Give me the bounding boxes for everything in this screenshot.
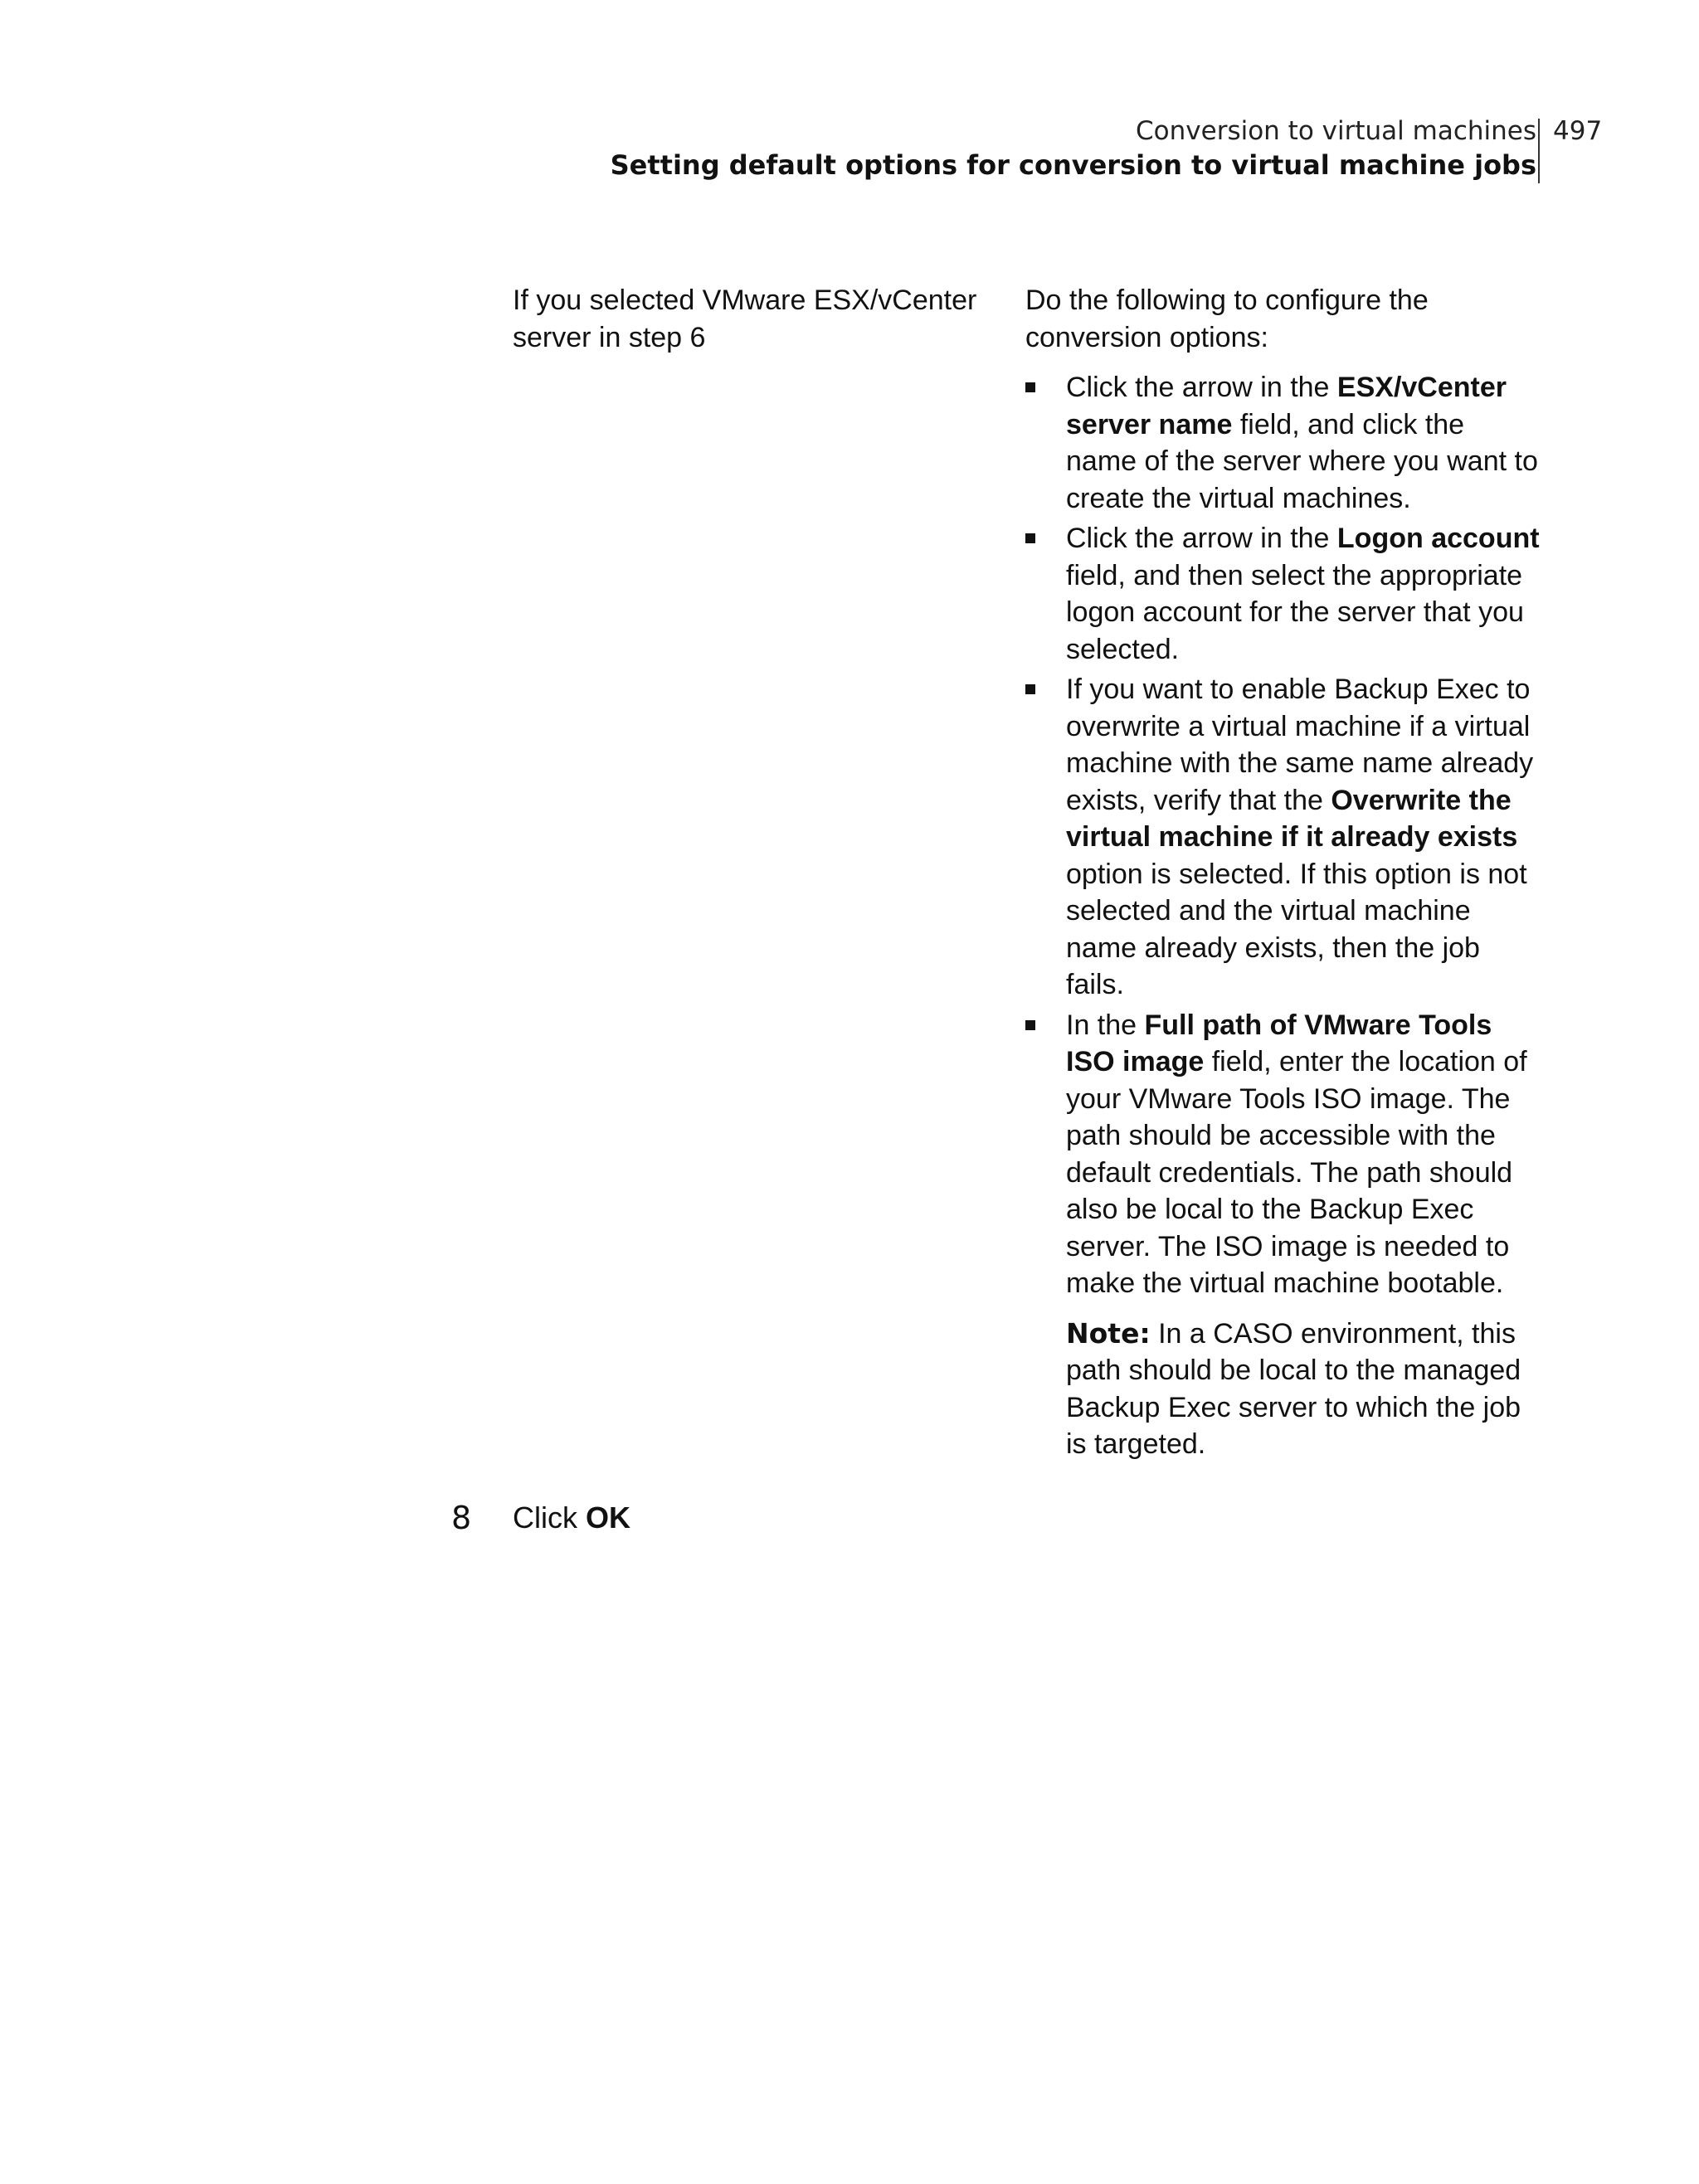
bullet-text: field, and then select the appropriate logon account for the server that you selected. bbox=[1066, 559, 1524, 665]
page-header bbox=[0, 114, 1536, 182]
bullet-text: option is selected. If this option is not selected and the virtual machine name already exists, then the job fails. bbox=[1066, 858, 1527, 1000]
bullet-text: If you want to enable Backup Exec to overwrite a virtual machine if a virtual machine with the same name already exists, verify that the bbox=[1066, 674, 1534, 816]
intro-line-1: Do the following to configure the bbox=[1025, 285, 1429, 316]
table-condition-cell bbox=[513, 282, 977, 356]
condition-line-2: server in step 6 bbox=[513, 321, 706, 353]
page-number: 497 bbox=[1553, 116, 1603, 146]
step-instruction: Click bbox=[513, 1501, 586, 1535]
bullet-text: In the bbox=[1066, 1009, 1145, 1041]
note-text: In a CASO environment, this path should be local to the managed Backup Exec server to which the job is targeted. bbox=[1066, 1317, 1521, 1460]
option-name: Overwrite the virtual machine if it already exists bbox=[1066, 784, 1518, 853]
list-item bbox=[1025, 520, 1540, 668]
bullet-text: Click the arrow in the bbox=[1066, 523, 1337, 554]
condition-line-1: If you selected VMware ESX/vCenter bbox=[513, 285, 977, 316]
table-instructions-cell bbox=[1025, 282, 1540, 1463]
step-text bbox=[513, 1498, 630, 1538]
section-title: Setting default options for conversion to virtual machine jobs bbox=[610, 149, 1536, 181]
intro-line-2: conversion options: bbox=[1025, 321, 1268, 353]
instructions-intro bbox=[1025, 282, 1540, 356]
list-item bbox=[1025, 369, 1540, 517]
square-bullet-icon bbox=[1025, 382, 1035, 392]
note-label: Note: bbox=[1066, 1316, 1151, 1350]
header-divider bbox=[1538, 119, 1540, 183]
list-item bbox=[1025, 1007, 1540, 1302]
bullet-text: field, enter the location of your VMware Tools ISO image. The path should be accessible with the default credentials. The path should also be local to the Backup Exec server. The ISO image is needed to make the virtual machine bootable. bbox=[1066, 1046, 1527, 1299]
square-bullet-icon bbox=[1025, 533, 1035, 543]
list-item bbox=[1025, 671, 1540, 1004]
field-name: Full path of VMware Tools ISO image bbox=[1066, 1009, 1492, 1077]
square-bullet-icon bbox=[1025, 684, 1035, 694]
step-number: 8 bbox=[451, 1500, 472, 1536]
field-name: ESX/vCenter server name bbox=[1066, 372, 1507, 440]
bullet-text: field, and click the name of the server where you want to create the virtual machines. bbox=[1066, 408, 1538, 514]
ok-button-label: OK bbox=[586, 1501, 630, 1535]
square-bullet-icon bbox=[1025, 1020, 1035, 1030]
chapter-title: Conversion to virtual machines bbox=[1136, 116, 1536, 146]
note-block bbox=[1066, 1316, 1540, 1463]
instruction-list bbox=[1025, 369, 1540, 1302]
bullet-text: Click the arrow in the bbox=[1066, 372, 1337, 403]
field-name: Logon account bbox=[1336, 523, 1540, 554]
